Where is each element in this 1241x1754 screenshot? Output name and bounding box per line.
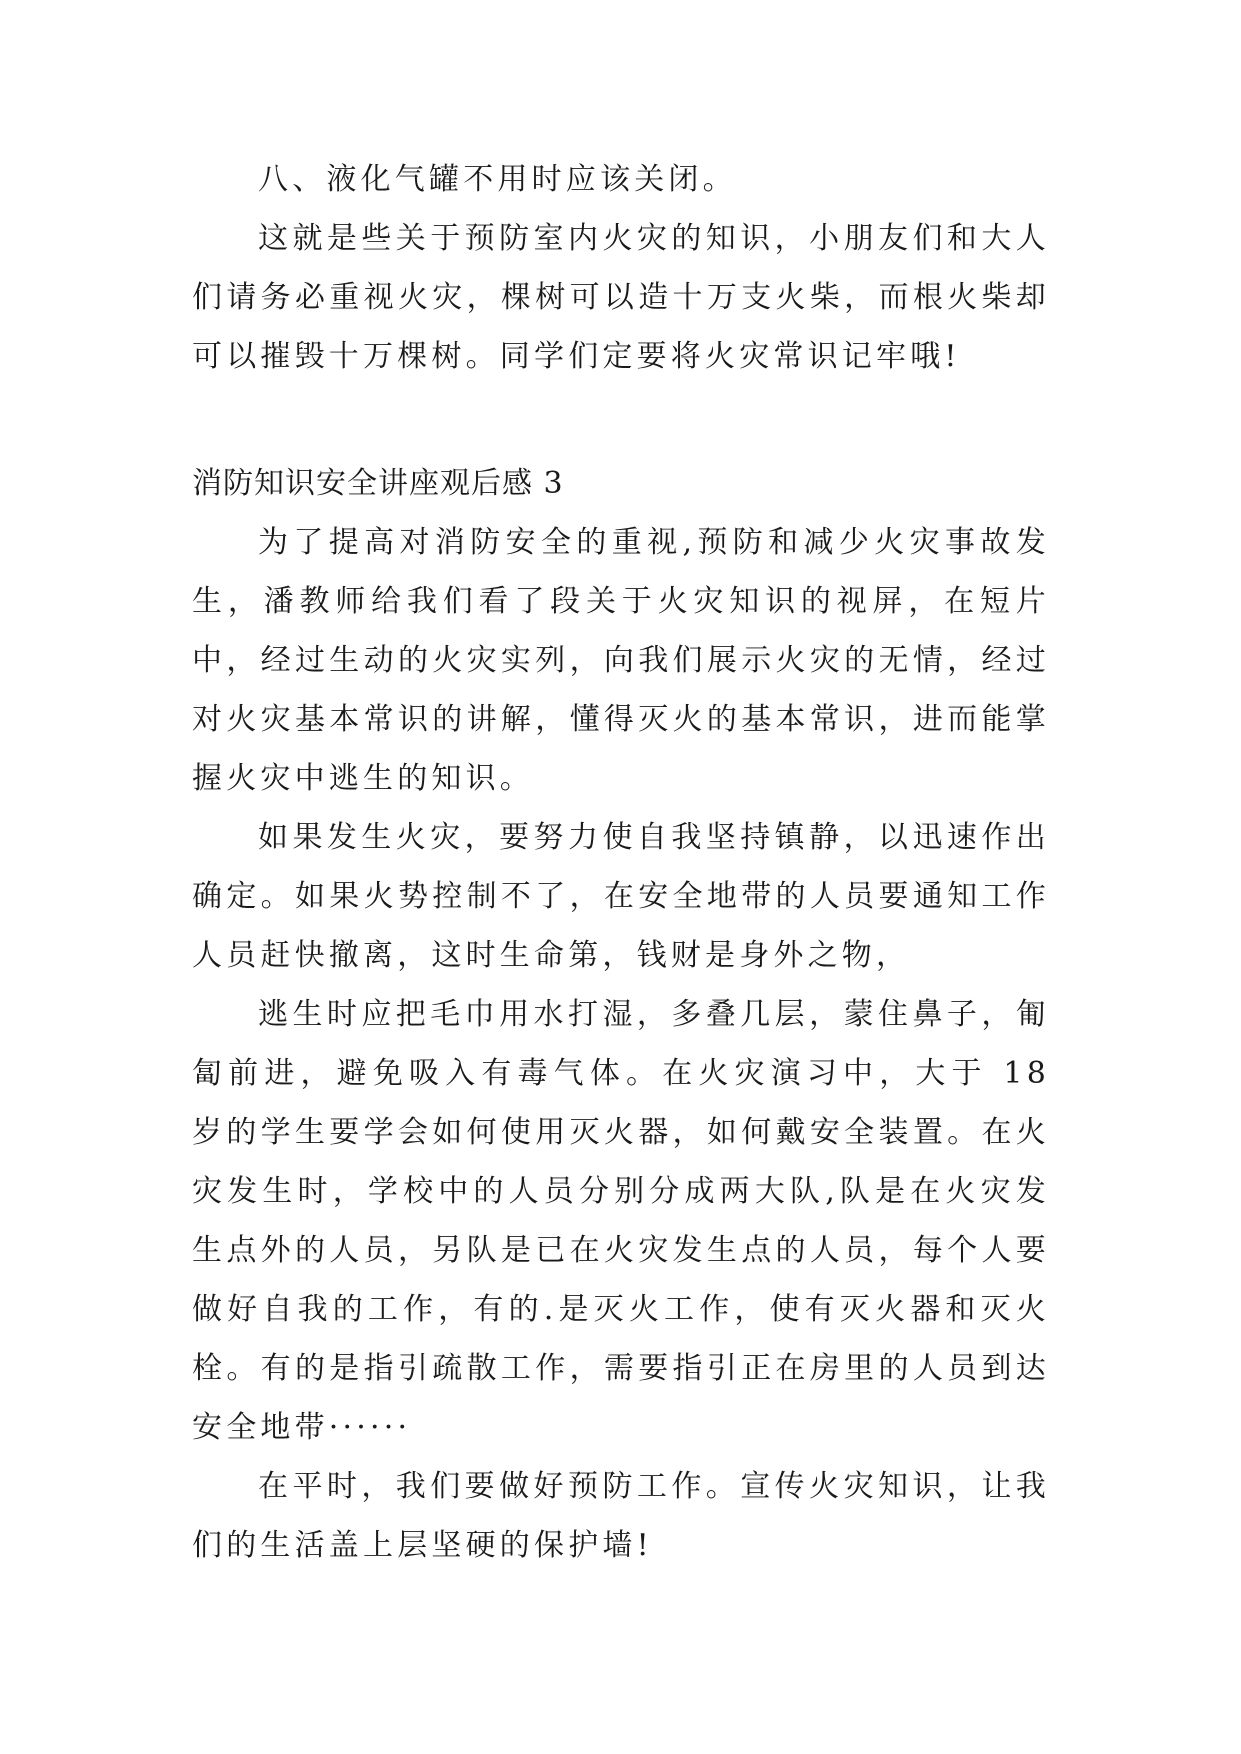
paragraph: 在平时，我们要做好预防工作。宣传火灾知识，让我们的生活盖上层坚硬的保护墙!: [192, 1469, 1050, 1563]
paragraph: 逃生时应把毛巾用水打湿，多叠几层，蒙住鼻子，匍匐前进，避免吸入有毒气体。在火灾演习中，大于 18 岁的学生要学会如何使用灭火器，如何戴安全装置。在火灾发生时，学校中的人员分别分成两大队,队是在火灾发生点外的人员，另队是已在火灾发生点的人员，每个人要做好自我的工作，有的.是灭火工作，使有灭火器和灭火栓。有的是指引疏散工作，需要指引正在房里的人员到达安全地带······: [192, 997, 1050, 1445]
paragraph: 如果发生火灾，要努力使自我坚持镇静，以迅速作出确定。如果火势控制不了，在安全地带的人员要通知工作人员赶快撤离，这时生命第，钱财是身外之物，: [192, 820, 1050, 973]
paragraph: 为了提高对消防安全的重视,预防和减少火灾事故发生，潘教师给我们看了段关于火灾知识的视屏，在短片中，经过生动的火灾实列，向我们展示火灾的无情，经过对火灾基本常识的讲解，懂得灭火的基本常识，进而能掌握火灾中逃生的知识。: [192, 525, 1050, 796]
paragraph: 这就是些关于预防室内火灾的知识，小朋友们和大人们请务必重视火灾，棵树可以造十万支火柴，而根火柴却可以摧毁十万棵树。同学们定要将火灾常识记牢哦!: [192, 221, 1050, 374]
section-indoor-fire-tips: [192, 150, 1050, 386]
section-lecture-reflection: [192, 454, 1050, 1575]
paragraph: 八、液化气罐不用时应该关闭。: [258, 162, 737, 197]
document-page: [192, 150, 1050, 1575]
section-heading: 消防知识安全讲座观后感 3: [192, 466, 564, 501]
